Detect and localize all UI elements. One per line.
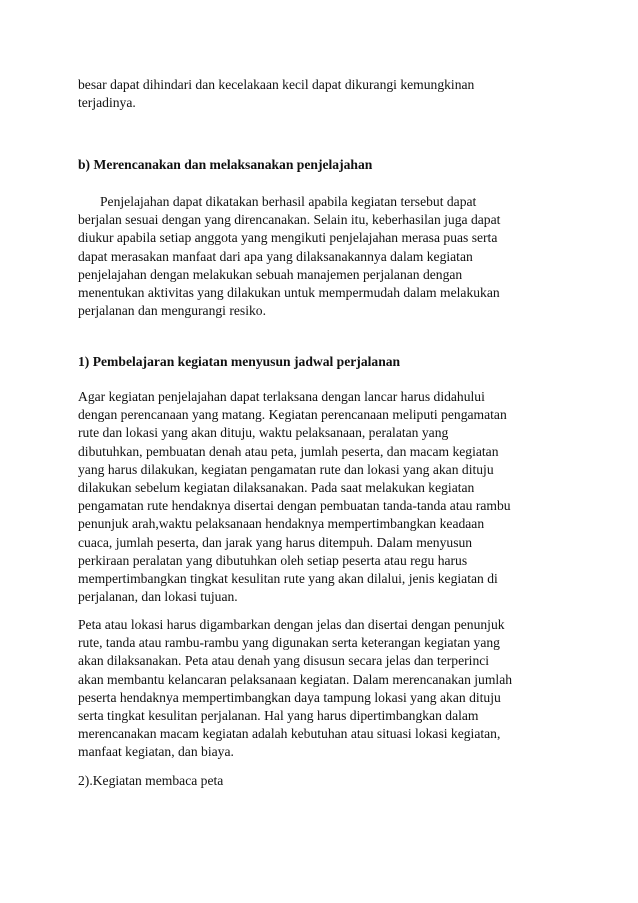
paragraph-membaca-peta: 2).Kegiatan membaca peta	[78, 773, 224, 788]
paragraph-intro: besar dapat dihindari dan kecelakaan kecil dapat dikurangi kemungkinan terjadinya.	[78, 77, 475, 111]
heading-b: b) Merencanakan dan melaksanakan penjelajahan	[78, 157, 373, 172]
paragraph-perencanaan: Agar kegiatan penjelajahan dapat terlaksana dengan lancar harus didahului dengan perencanaan yang matang. Kegiatan perencanaan meliputi pengamatan rute dan lokasi yang akan dituju, waktu pelaksanaan, peralatan yang dibutuhkan, pembuatan denah atau peta, jumlah peserta, dan macam kegiatan yang harus dilakukan, kegiatan pengamatan rute dan lokasi yang akan dituju dilakukan sebelum kegiatan dilaksanakan. Pada saat melakukan kegiatan pengamatan rute hendaknya disertai dengan pembuatan tanda-tanda atau rambu penunjuk arah,waktu pelaksanaan hendaknya mempertimbangkan keadaan cuaca, jumlah peserta, dan jarak yang harus ditempuh. Dalam menyusun perkiraan peralatan yang dibutuhkan oleh setiap peserta atau regu harus mempertimbangkan tingkat kesulitan rute yang akan dilalui, jenis kegiatan di perjalanan, dan lokasi tujuan.	[78, 389, 511, 605]
heading-1: 1) Pembelajaran kegiatan menyusun jadwal perjalanan	[78, 354, 401, 369]
paragraph-penjelajahan	[78, 193, 568, 320]
paragraph-penjelajahan-text: Penjelajahan dapat dikatakan berhasil apabila kegiatan tersebut dapat berjalan sesuai dengan yang direncanakan. Selain itu, keberhasilan juga dapat diukur apabila setiap anggota yang mengikuti penjelajahan merasa puas serta dapat merasakan manfaat dari apa yang dilaksanakannya dalam kegiatan penjelajahan dengan melakukan sebuah manajemen perjalanan dengan menentukan aktivitas yang dilakukan untuk mempermudah dalam melakukan perjalanan dan mengurangi resiko.	[78, 194, 501, 319]
paragraph-peta: Peta atau lokasi harus digambarkan dengan jelas dan disertai dengan penunjuk rute, tanda atau rambu-rambu yang digunakan serta keterangan kegiatan yang akan dilaksanakan. Peta atau denah yang disusun secara jelas dan terperinci akan membantu kelancaran pelaksanaan kegiatan. Dalam merencanakan jumlah peserta hendaknya mempertimbangkan daya tampung lokasi yang akan dituju serta tingkat kesulitan perjalanan. Hal yang harus dipertimbangkan dalam merencanakan macam kegiatan adalah kebutuhan atau situasi lokasi kegiatan, manfaat kegiatan, dan biaya.	[78, 617, 513, 760]
